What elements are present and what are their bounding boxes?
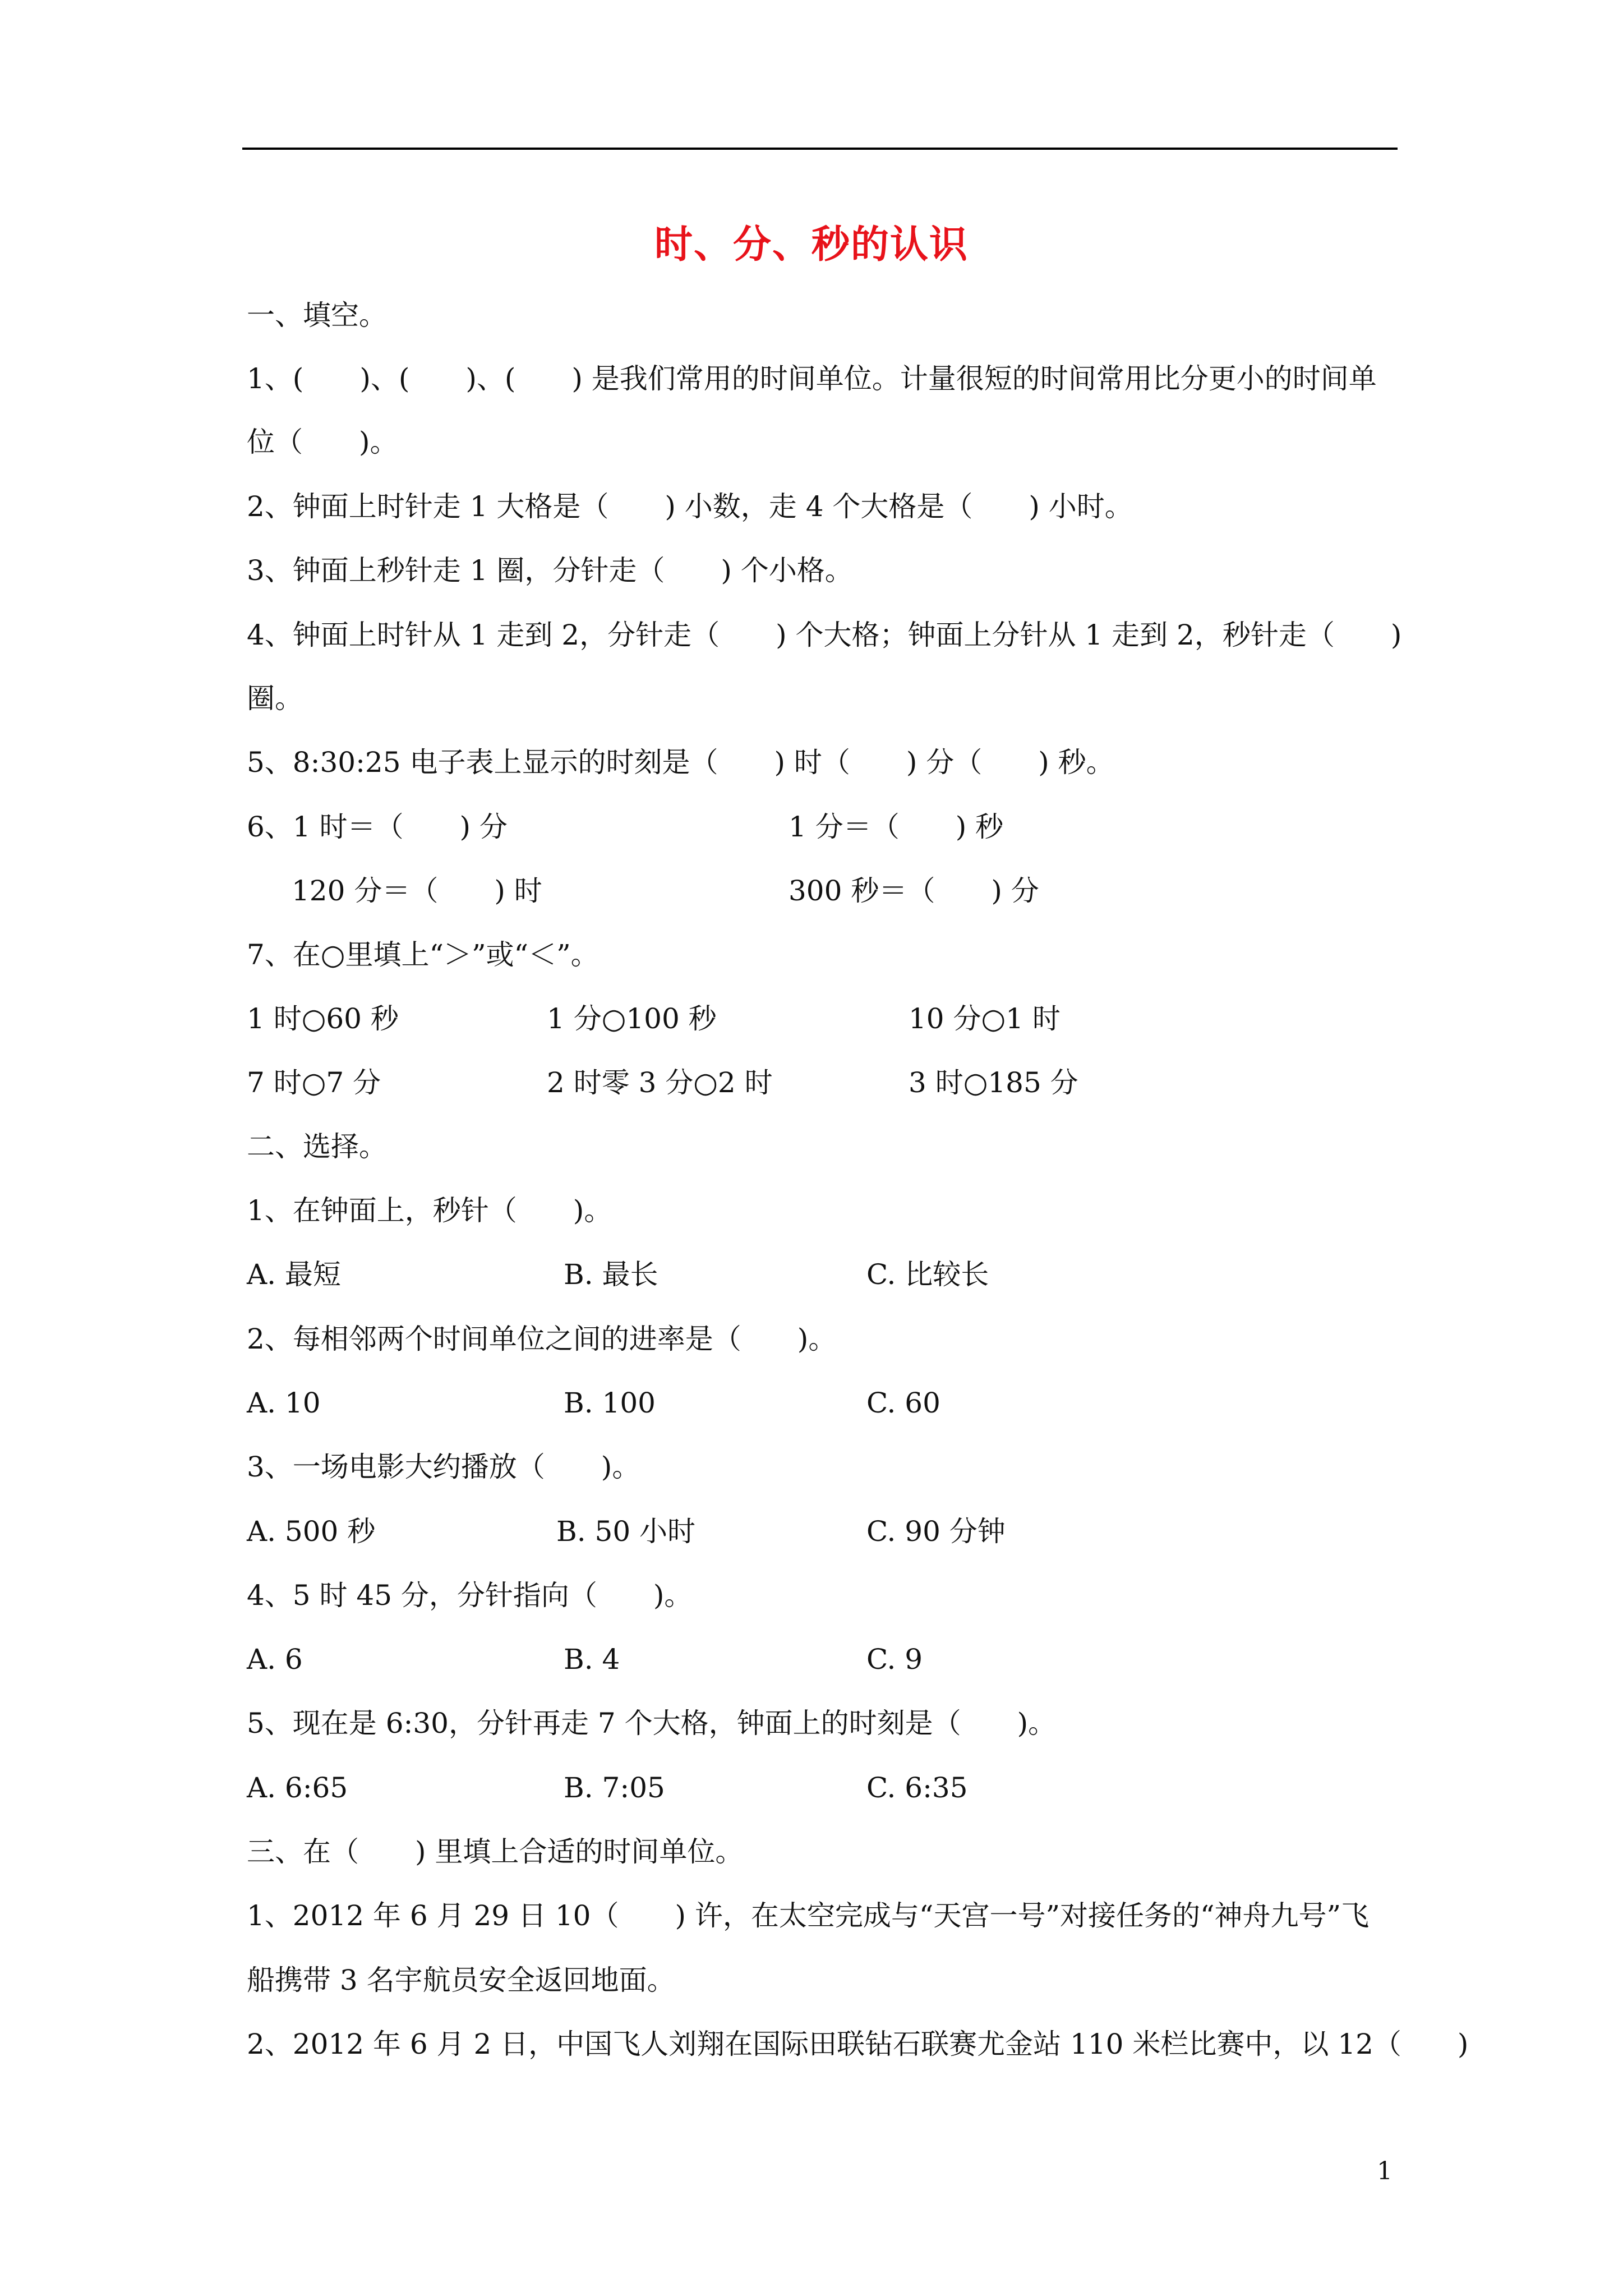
- compare-item: 10 分○1 时: [909, 1002, 1061, 1035]
- choice-option: A. 6: [247, 1643, 303, 1676]
- compare-item: 1 分○100 秒: [547, 1002, 717, 1035]
- choice-option: B. 100: [564, 1387, 656, 1419]
- units-q2-line1: 2、2012 年 6 月 2 日，中国飞人刘翔在国际田联钻石联赛尤金站 110 米栏比赛中，以 12（ ): [247, 2028, 1469, 2060]
- fill-q7: 7、在○里填上“＞”或“＜”。: [247, 938, 599, 971]
- choice-option: C. 比较长: [866, 1258, 989, 1291]
- fill-q4-line2: 圈。: [247, 682, 303, 715]
- fill-q6-a: 6、1 时＝（ ) 分: [247, 811, 508, 843]
- units-q1-line2: 船携带 3 名宇航员安全返回地面。: [247, 1964, 675, 1996]
- choice-q5: 5、现在是 6:30，分针再走 7 个大格，钟面上的时刻是（ )。: [247, 1707, 1057, 1740]
- fill-q2: 2、钟面上时针走 1 大格是（ ) 小数，走 4 个大格是（ ) 小时。: [247, 490, 1133, 523]
- choice-q1: 1、在钟面上，秒针（ )。: [247, 1194, 612, 1227]
- fill-q5: 5、8:30:25 电子表上显示的时刻是（ ) 时（ ) 分（ ) 秒。: [247, 746, 1114, 779]
- section-heading-time-units: 三、在（ ) 里填上合适的时间单位。: [247, 1835, 744, 1868]
- choice-option: B. 50 小时: [556, 1515, 696, 1548]
- section-heading-choice: 二、选择。: [247, 1130, 387, 1163]
- fill-q4-line1: 4、钟面上时针从 1 走到 2，分针走（ ) 个大格；钟面上分针从 1 走到 2，秒针走（ ): [247, 619, 1402, 651]
- page-number: 1: [1377, 2157, 1393, 2185]
- units-q1-line1: 1、2012 年 6 月 29 日 10（ ) 许，在太空完成与“天宫一号”对接任务的“神舟九号”飞: [247, 1899, 1370, 1932]
- fill-q1-line1: 1、( )、( )、( ) 是我们常用的时间单位。计量很短的时间常用比分更小的时间单: [247, 362, 1377, 395]
- choice-option: A. 500 秒: [247, 1515, 376, 1548]
- choice-option: B. 最长: [564, 1258, 658, 1291]
- fill-q1-line2: 位（ )。: [247, 426, 398, 458]
- header-rule: [242, 148, 1398, 150]
- choice-option: A. 最短: [247, 1258, 341, 1291]
- fill-q6-b: 1 分＝（ ) 秒: [789, 811, 1004, 843]
- choice-option: C. 9: [866, 1643, 923, 1676]
- fill-q6-c: 120 分＝（ ) 时: [292, 875, 542, 907]
- compare-item: 2 时零 3 分○2 时: [547, 1066, 773, 1099]
- choice-option: B. 7:05: [564, 1772, 665, 1804]
- page-title: 时、分、秒的认识: [654, 222, 969, 267]
- choice-option: C. 6:35: [866, 1772, 968, 1804]
- choice-option: A. 10: [247, 1387, 321, 1419]
- compare-item: 1 时○60 秒: [247, 1002, 399, 1035]
- compare-item: 3 时○185 分: [909, 1066, 1078, 1099]
- choice-q2: 2、每相邻两个时间单位之间的进率是（ )。: [247, 1323, 837, 1355]
- choice-option: C. 90 分钟: [866, 1515, 1006, 1548]
- choice-option: B. 4: [564, 1643, 620, 1676]
- choice-q3: 3、一场电影大约播放（ )。: [247, 1451, 640, 1483]
- choice-option: A. 6:65: [247, 1772, 348, 1804]
- fill-q3: 3、钟面上秒针走 1 圈，分针走（ ) 个小格。: [247, 554, 853, 587]
- choice-option: C. 60: [866, 1387, 940, 1419]
- choice-q4: 4、5 时 45 分，分针指向（ )。: [247, 1579, 693, 1612]
- compare-item: 7 时○7 分: [247, 1066, 381, 1099]
- fill-q6-d: 300 秒＝（ ) 分: [789, 875, 1039, 907]
- section-heading-fill-blank: 一、填空。: [247, 299, 387, 332]
